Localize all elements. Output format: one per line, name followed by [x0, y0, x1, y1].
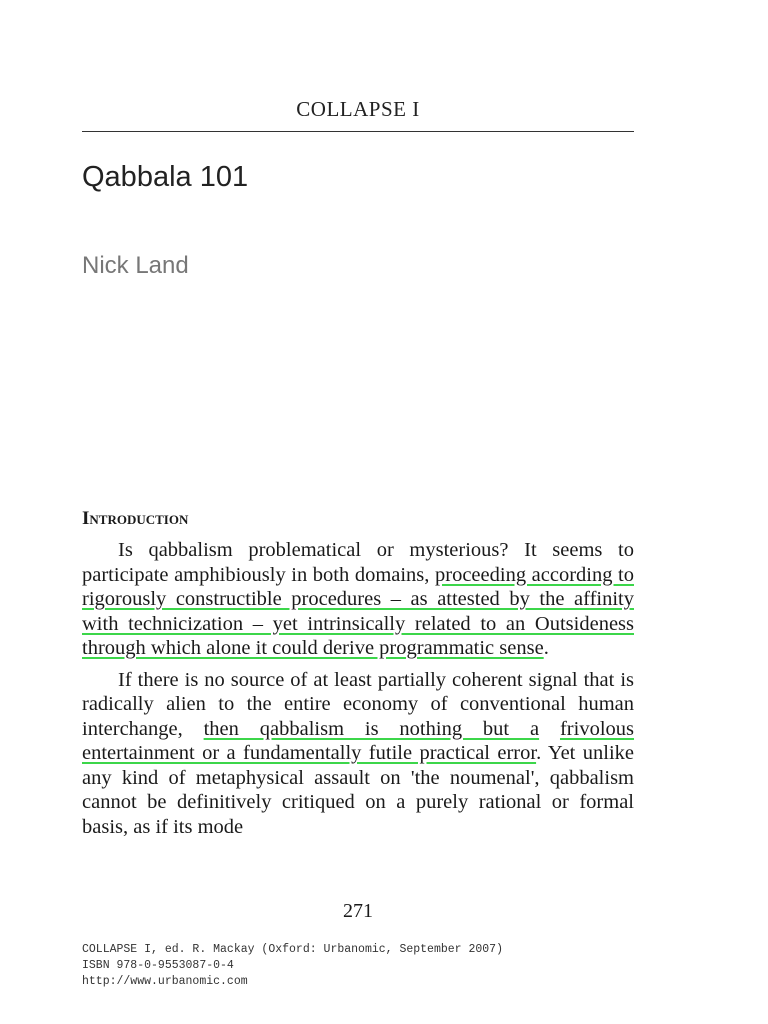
text-segment: Is qabbalism problematical or mysterious? It seems to participate amphibiously in both domains,	[82, 539, 634, 586]
running-head: COLLAPSE I	[296, 97, 420, 121]
citation-footer	[82, 942, 503, 990]
section-heading-introduction: Introduction	[82, 508, 189, 529]
highlighted-segment[interactable]: frivolous entertainment or a fundamentally futile practical error	[82, 717, 635, 764]
text-segment: . Yet unlike any kind of metaphysical assault on 'the noumenal', qabbalism cannot be definitively critiqued on a purely rational or formal basis, as if its mode	[82, 742, 634, 838]
article-author: Nick Land	[82, 252, 189, 279]
header-rule	[82, 131, 634, 132]
highlighted-segment[interactable]: then qabbalism is nothing but a	[203, 717, 540, 740]
paragraph-2	[82, 668, 634, 840]
citation-line: COLLAPSE I, ed. R. Mackay (Oxford: Urbanomic, September 2007)	[82, 943, 503, 956]
text-segment: .	[543, 637, 549, 659]
highlighted-segment[interactable]: proceeding according to rigorously constructible procedures – as attested by the affinity with technicization – yet intrinsically related to an Outsideness through which alone it could derive programmatic sense	[82, 563, 634, 659]
article-title: Qabbala 101	[82, 161, 249, 193]
url-line[interactable]: http://www.urbanomic.com	[82, 975, 248, 988]
isbn-line: ISBN 978-0-9553087-0-4	[82, 959, 234, 972]
body-text	[82, 538, 634, 839]
text-segment: If there is no source of at least partially coherent signal that is radically alien to the entire economy of conventional human interchange,	[82, 668, 634, 740]
text-segment	[539, 718, 560, 740]
page-number: 271	[343, 900, 373, 922]
paragraph-1	[82, 538, 634, 661]
